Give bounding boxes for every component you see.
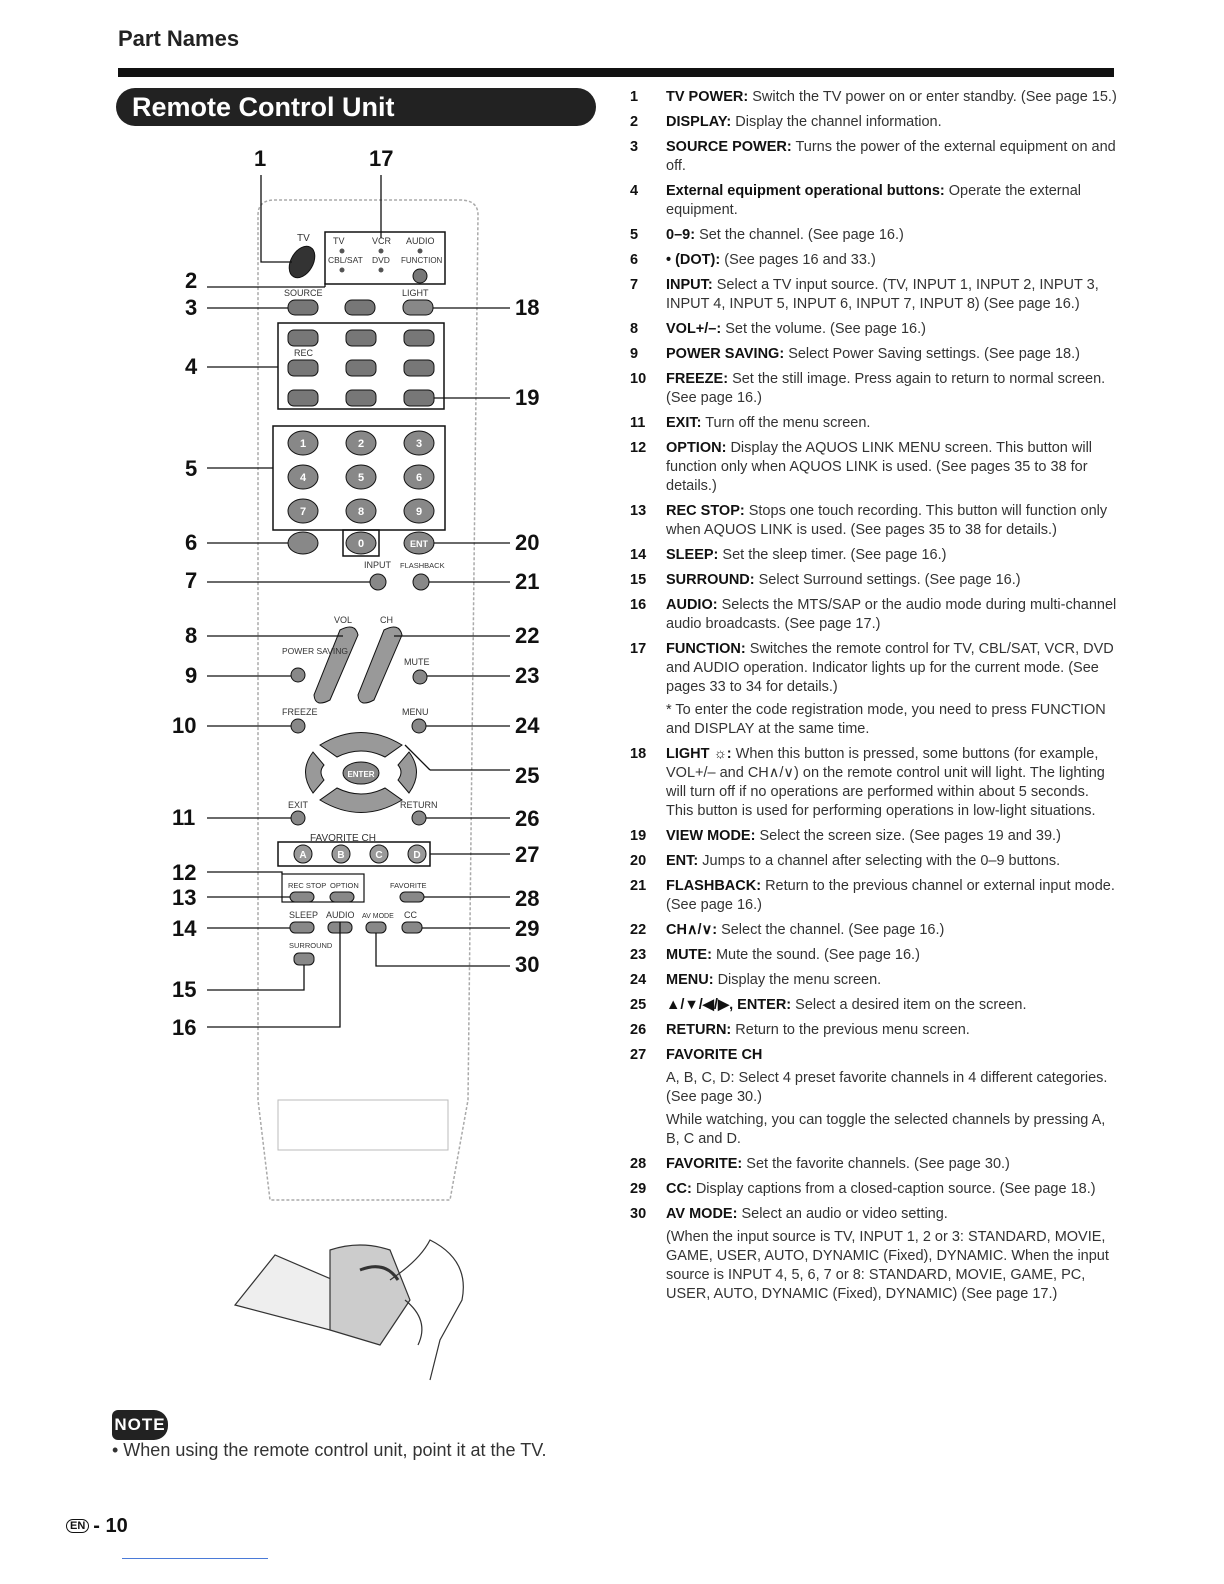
menu-label: MENU: [402, 707, 429, 717]
description-item: [630, 276, 1120, 314]
description-text: Return to the previous channel or external input mode. (See page 16.): [666, 878, 1115, 913]
description-text: Select a desired item on the screen.: [795, 997, 1027, 1013]
audio-label: AUDIO: [326, 910, 355, 920]
description-text: Select Surround settings. (See page 16.): [758, 572, 1021, 588]
power-saving-button: [291, 668, 305, 682]
callout-8: 8: [185, 623, 198, 648]
description-text: Select the channel. (See page 16.): [721, 922, 945, 938]
description-term: OPTION:: [666, 440, 727, 456]
description-text: Operate the external equipment.: [666, 183, 1081, 218]
callout-12: 12: [172, 860, 197, 885]
description-item: [630, 852, 1120, 871]
callout-2: 2: [185, 268, 198, 293]
description-text: Set the channel. (See page 16.): [699, 227, 904, 243]
description-text: (See pages 16 and 33.): [724, 252, 876, 268]
description-number: 13: [630, 503, 647, 519]
favorite-label: FAVORITE: [390, 881, 427, 890]
description-text: Stops one touch recording. This button will function only when AQUOS LINK is used. (See pages 35 to 38 for details.): [666, 503, 1108, 538]
digit-7: 7: [299, 506, 307, 518]
description-number: 29: [630, 1181, 647, 1197]
description-number: 10: [630, 371, 647, 387]
description-term: FAVORITE CH: [666, 1047, 763, 1063]
callout-27: 27: [515, 842, 540, 867]
description-number: 15: [630, 572, 647, 588]
description-term: TV POWER:: [666, 89, 749, 105]
description-term: VIEW MODE:: [666, 828, 756, 844]
description-number: 17: [630, 641, 647, 657]
description-term: FLASHBACK:: [666, 878, 762, 894]
favorite-key-b: B: [337, 850, 345, 861]
description-term: ▲/▼/◀/▶, ENTER:: [666, 997, 792, 1013]
vol-rocker: [314, 627, 358, 703]
description-term: RETURN:: [666, 1022, 732, 1038]
description-item: [630, 946, 1120, 965]
digit-5: 5: [357, 472, 365, 484]
description-number: 12: [630, 440, 647, 456]
callout-3: 3: [185, 295, 198, 320]
description-number: 23: [630, 947, 647, 963]
description-number: 3: [630, 139, 639, 155]
mode-label-vcr: VCR: [372, 236, 392, 246]
return-button: [412, 811, 426, 825]
callout-9: 9: [185, 663, 198, 688]
callout-1: 1: [254, 146, 267, 171]
description-text: Select Power Saving settings. (See page 18.): [788, 346, 1080, 362]
description-item: [630, 251, 1120, 270]
flashback-label: FLASHBACK: [400, 561, 445, 570]
description-item: [630, 439, 1120, 496]
description-text: Selects the MTS/SAP or the audio mode during multi-channel audio broadcasts. (See page 17.): [666, 597, 1117, 632]
callout-25: 25: [515, 763, 540, 788]
page-title: Remote Control Unit: [132, 92, 395, 122]
mode-label-cblsat: CBL/SAT: [328, 255, 363, 265]
description-term: VOL+/–:: [666, 321, 722, 337]
description-number: 18: [630, 746, 647, 762]
description-item: [630, 370, 1120, 408]
description-text: Turn off the menu screen.: [705, 415, 871, 431]
description-text: Set the favorite channels. (See page 30.): [746, 1156, 1010, 1172]
freeze-label: FREEZE: [282, 707, 318, 717]
description-text: Set the still image. Press again to return to normal screen. (See page 16.): [666, 371, 1106, 406]
description-number: 25: [630, 997, 647, 1013]
description-number: 6: [630, 252, 639, 268]
callout-20: 20: [515, 530, 540, 555]
description-item: [630, 1180, 1120, 1199]
callout-24: 24: [515, 713, 540, 738]
av-mode-label: AV MODE: [362, 913, 394, 920]
description-text: Select a TV input source. (TV, INPUT 1, INPUT 2, INPUT 3, INPUT 4, INPUT 5, INPUT 6, INPUT 7, INPUT 8) (See page 16.): [666, 277, 1099, 312]
ent-label: ENT: [410, 539, 428, 549]
description-number: 1: [630, 89, 639, 105]
digit-6: 6: [415, 472, 423, 484]
callout-19: 19: [515, 385, 540, 410]
description-term: DISPLAY:: [666, 114, 732, 130]
rec-stop-label: REC STOP: [288, 881, 327, 890]
callout-18: 18: [515, 295, 540, 320]
description-item: [630, 113, 1120, 132]
description-item: [630, 745, 1120, 821]
description-item: [630, 138, 1120, 176]
description-term: • (DOT):: [666, 252, 721, 268]
callout-7: 7: [185, 568, 198, 593]
description-subtext: (When the input source is TV, INPUT 1, 2 or 3: STANDARD, MOVIE, GAME, USER, AUTO, DYNAMIC (Fixed), DYNAMIC. When the input source is INPUT 4, 5, 6, 7 or 8: STANDARD, MOVIE, GAME, PC, USER, AUTO, DYNAMIC (Fixed), DYNAMIC) (See page 17.): [666, 1229, 1109, 1302]
digit-4: 4: [299, 472, 307, 484]
digit-9: 9: [415, 506, 423, 518]
mute-button: [413, 670, 427, 684]
description-number: 24: [630, 972, 647, 988]
description-item: [630, 996, 1120, 1015]
description-item: [630, 571, 1120, 590]
description-text: Return to the previous menu screen.: [735, 1022, 970, 1038]
description-item: [630, 596, 1120, 634]
mode-label-audio: AUDIO: [406, 236, 435, 246]
display-button: [345, 300, 375, 315]
description-term: SURROUND:: [666, 572, 755, 588]
description-term: SLEEP:: [666, 547, 719, 563]
description-item: [630, 182, 1120, 220]
language-icon: EN: [66, 1519, 89, 1533]
description-term: MUTE:: [666, 947, 712, 963]
source-power-button: [288, 300, 318, 315]
description-text: Display the channel information.: [735, 114, 942, 130]
description-item: [630, 345, 1120, 364]
description-term: EXIT:: [666, 415, 702, 431]
description-term: LIGHT ☼:: [666, 746, 732, 762]
callout-26: 26: [515, 806, 540, 831]
description-text: Select the screen size. (See pages 19 and 39.): [759, 828, 1061, 844]
description-text: Switches the remote control for TV, CBL/SAT, VCR, DVD and AUDIO operation. Indicator lights up for the current mode. (See pages 33 to 34 for details.): [666, 641, 1114, 695]
description-term: AV MODE:: [666, 1206, 738, 1222]
description-item: [630, 1046, 1120, 1149]
description-term: 0–9:: [666, 227, 696, 243]
favorite-key-c: C: [375, 850, 383, 861]
description-number: 11: [630, 415, 646, 431]
description-text: Switch the TV power on or enter standby. (See page 15.): [752, 89, 1117, 105]
callout-23: 23: [515, 663, 540, 688]
dot-button: [288, 532, 318, 554]
description-number: 21: [630, 878, 647, 894]
description-item: [630, 88, 1120, 107]
note-text: • When using the remote control unit, point it at the TV.: [112, 1440, 547, 1460]
flashback-button: [413, 574, 429, 590]
description-term: ENT:: [666, 853, 699, 869]
description-item: [630, 640, 1120, 739]
rec-label: REC: [294, 348, 314, 358]
description-number: 8: [630, 321, 639, 337]
callout-21: 21: [515, 569, 540, 594]
description-text: Select an audio or video setting.: [741, 1206, 948, 1222]
description-text: Jumps to a channel after selecting with the 0–9 buttons.: [702, 853, 1061, 869]
description-subtext: * To enter the code registration mode, you need to press FUNCTION and DISPLAY at the same time.: [666, 702, 1106, 737]
description-number: 22: [630, 922, 647, 938]
description-number: 26: [630, 1022, 647, 1038]
description-text: Mute the sound. (See page 16.): [715, 947, 920, 963]
description-term: FAVORITE:: [666, 1156, 743, 1172]
callout-14: 14: [172, 916, 197, 941]
dpad-right: [398, 752, 417, 793]
digit-3: 3: [415, 438, 423, 450]
light-button: [403, 300, 433, 315]
description-number: 30: [630, 1206, 647, 1222]
description-term: External equipment operational buttons:: [666, 183, 945, 199]
description-item: [630, 546, 1120, 565]
description-item: [630, 877, 1120, 915]
description-number: 5: [630, 227, 639, 243]
description-number: 16: [630, 597, 647, 613]
callout-5: 5: [185, 456, 198, 481]
callout-17: 17: [369, 146, 394, 171]
callout-4: 4: [185, 354, 198, 379]
digit-0: 0: [357, 538, 365, 550]
callout-16: 16: [172, 1015, 197, 1040]
description-item: [630, 226, 1120, 245]
enter-label: ENTER: [347, 770, 375, 779]
power-saving-label: POWER SAVING: [282, 646, 348, 656]
menu-button: [412, 719, 426, 733]
battery-insertion-illustration: [235, 1240, 463, 1380]
favorite-key-d: D: [413, 850, 421, 861]
description-term: FREEZE:: [666, 371, 729, 387]
dpad-down: [320, 788, 402, 813]
description-number: 2: [630, 114, 639, 130]
surround-label: SURROUND: [289, 941, 333, 950]
description-term: REC STOP:: [666, 503, 745, 519]
description-item: [630, 921, 1120, 940]
freeze-button: [291, 719, 305, 733]
description-number: 28: [630, 1156, 647, 1172]
function-button: [413, 269, 427, 283]
battery-cover: [278, 1100, 448, 1150]
callout-22: 22: [515, 623, 540, 648]
description-text: When this button is pressed, some buttons (for example, VOL+/– and CH∧/∨) on the remote control unit will light. The lighting will turn off if no operations are performed within about 5 seconds. This button is used for performing operations in low-light situations.: [666, 746, 1105, 819]
callout-15: 15: [172, 977, 197, 1002]
sleep-label: SLEEP: [289, 910, 319, 920]
description-term: POWER SAVING:: [666, 346, 785, 362]
ch-rocker: [358, 627, 402, 703]
callout-13: 13: [172, 885, 197, 910]
remote-control-diagram: [0, 0, 600, 1390]
return-label: RETURN: [400, 800, 438, 810]
description-subtext: While watching, you can toggle the selected channels by pressing A, B, C and D.: [666, 1112, 1106, 1147]
note-badge: NOTE: [112, 1410, 168, 1440]
description-item: [630, 1021, 1120, 1040]
exit-button: [291, 811, 305, 825]
favorite-key-a: A: [299, 850, 307, 861]
description-term: MENU:: [666, 972, 714, 988]
callout-11: 11: [172, 805, 196, 830]
mute-label: MUTE: [404, 657, 430, 667]
description-text: Display the menu screen.: [717, 972, 882, 988]
description-text: Display the AQUOS LINK MENU screen. This button will function only when AQUOS LINK is used. (See pages 35 to 38 for details.): [666, 440, 1093, 494]
mode-label-dvd: DVD: [372, 255, 390, 265]
description-number: 4: [630, 183, 639, 199]
description-term: CC:: [666, 1181, 692, 1197]
description-term: FUNCTION:: [666, 641, 746, 657]
description-item: [630, 414, 1120, 433]
description-item: [630, 1155, 1120, 1174]
section-header: Part Names: [118, 26, 240, 51]
callout-30: 30: [515, 952, 540, 977]
description-term: SOURCE POWER:: [666, 139, 792, 155]
exit-label: EXIT: [288, 800, 309, 810]
callout-28: 28: [515, 886, 540, 911]
callout-6: 6: [185, 530, 198, 555]
description-term: CH∧/∨:: [666, 922, 718, 938]
input-label: INPUT: [364, 560, 391, 570]
ch-label: CH: [380, 615, 393, 625]
description-text: Set the volume. (See page 16.): [725, 321, 926, 337]
description-number: 14: [630, 547, 647, 563]
vol-label: VOL: [334, 615, 353, 625]
dpad-up: [320, 733, 402, 758]
digit-2: 2: [357, 438, 365, 450]
description-item: [630, 320, 1120, 339]
dpad-left: [306, 752, 325, 793]
surround-button: [294, 953, 314, 965]
description-subtext: A, B, C, D: Select 4 preset favorite channels in 4 different categories. (See page 30.): [666, 1070, 1108, 1105]
description-term: AUDIO:: [666, 597, 718, 613]
mode-label-tv: TV: [333, 236, 345, 246]
digit-8: 8: [357, 506, 365, 518]
favorite-ch-label: FAVORITE CH: [310, 833, 376, 844]
callout-29: 29: [515, 916, 540, 941]
digit-1: 1: [299, 438, 307, 450]
description-item: [630, 827, 1120, 846]
page-number: - 10: [93, 1515, 128, 1537]
description-text: Display captions from a closed-caption source. (See page 18.): [695, 1181, 1096, 1197]
callout-10: 10: [172, 713, 197, 738]
tv-label: TV: [297, 233, 310, 244]
description-item: [630, 1205, 1120, 1304]
description-number: 9: [630, 346, 639, 362]
input-button: [370, 574, 386, 590]
light-label: LIGHT: [402, 288, 429, 298]
description-item: [630, 502, 1120, 540]
description-text: Turns the power of the external equipment on and off.: [666, 139, 1116, 174]
cc-label: CC: [404, 910, 417, 920]
source-label: SOURCE: [284, 288, 323, 298]
page-footer: [66, 1515, 128, 1538]
description-text: Set the sleep timer. (See page 16.): [722, 547, 947, 563]
description-number: 27: [630, 1047, 647, 1063]
description-number: 20: [630, 853, 647, 869]
option-label: OPTION: [330, 881, 359, 890]
description-number: 19: [630, 828, 647, 844]
mode-label-function: FUNCTION: [401, 256, 443, 265]
button-description-list: [630, 88, 1120, 1310]
bottom-link-line: [122, 1558, 268, 1559]
description-item: [630, 971, 1120, 990]
description-number: 7: [630, 277, 639, 293]
description-term: INPUT:: [666, 277, 713, 293]
